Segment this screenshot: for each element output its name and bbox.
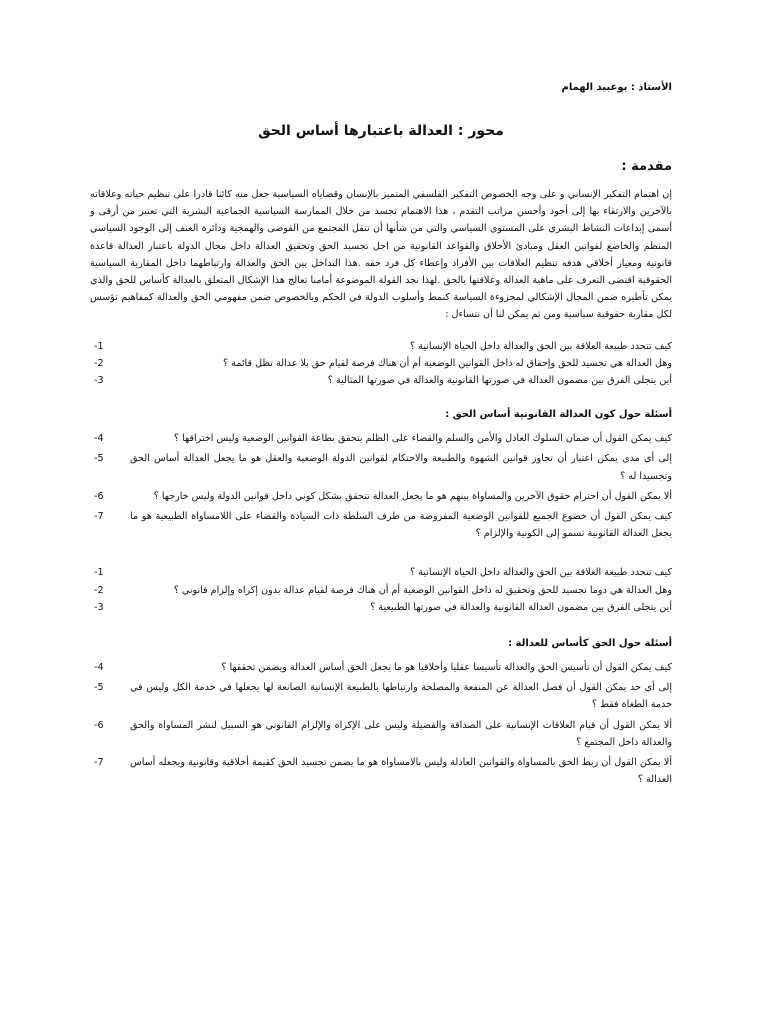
question-number: -3: [94, 375, 104, 387]
question-number: -6: [94, 719, 104, 731]
question-number: -1: [94, 567, 104, 579]
intro-questions-list: [90, 338, 672, 390]
intro-paragraph: إن اهتمام التفكير الإنساني و على وجه الخصوص التفكير الفلسفي المتميز بالإنسان وقضاياه السياسية جعل منه كائنا قادرا على تنظيم حياته وعلاقاته بالآخرين والارتقاء بها إلى أجود وأحسن مراتب التقدم ، هذا الاهتمام تجسد من خلال الممارسة السياسية الجماعية البشرية التي تعتبر من أرقى و أسمى إبداعات النشاط البشري على المستوى السياسي والتي من شأنها أن تنقل المجتمع من الفوضى والهمجية ودائرة العنف إلى الوجود السياسي المنظم والخاضع لقوانين العقل ومبادئ الأخلاق والقواعد القانونية من اجل تجسيد الحق وتحقيق العدالة داخل مجال الدولة باعتبار العدالة قاعدة قانونية ومعيار أخلاقي هدفه تنظيم العلاقات بين الأفراد وإعطاء كل فرد حقه .هذا التداخل بين الحق والعدالة وارتباطهما داخل المقاربة السياسية الحقوقية اقتضى التعرف على ماهية العدالة وعلاقتها بالحق .لهذا نجد القولة الموضوعة أمامنا تعالج هذا الإشكال المتعلق بالعدالة كأساس للحق والذي يمكن تأطيره ضمن المجال الإشكالي لمجزوءة السياسة كنمط وأسلوب الدولة في الحكم وبالخصوص ضمن مفهومي الحق والعدالة كمفاهيم تؤسس لكل مقاربة حقوقية سياسية ومن ثم يمكن لنا أن نتساءل :: [90, 189, 672, 321]
list-item: [90, 488, 672, 505]
question-text: وهل العدالة هي تجسيد للحق وإحقاق له داخل القوانين الوضعية أم أن هناك فرصة لقيام حق بلا عدالة تظل قائمة ؟: [223, 357, 672, 369]
question-number: -5: [94, 682, 104, 694]
list-item: [90, 372, 672, 389]
intro-heading: مقدمة :: [621, 159, 672, 174]
question-number: -4: [94, 662, 104, 674]
question-text: كيف يمكن القول أن تأسيس الحق والعدالة تأسيسا عقليا وأخلاقيا هو ما يجعل الحق أساس العدالة ويضمن تحققها ؟: [221, 662, 672, 674]
list-item: [90, 599, 672, 616]
author-line: الأستاذ : بوعبيد الهمام: [561, 82, 672, 93]
list-item: [90, 430, 672, 447]
list-item: [90, 450, 672, 484]
list-item: [90, 508, 672, 542]
question-text: كيف تتحدد طبيعة العلاقة بين الحق والعدالة داخل الحياة الإنسانية ؟: [410, 340, 672, 352]
list-item: [90, 679, 672, 713]
question-number: -1: [94, 340, 104, 352]
question-text: ألا يمكن القول أن ربط الحق بالمساواة والقوانين العادلة وليس بالامساواة هو ما يضمن تجسيد الحق كقيمة أخلاقية وقانونية ويجعله أساس العدالة ؟: [130, 757, 672, 786]
question-number: -2: [94, 584, 104, 596]
question-text: كيف تتحدد طبيعة العلاقة بين الحق والعدالة داخل الحياة الإنسانية ؟: [410, 567, 672, 579]
section-heading-legal-justice: أسئلة حول كون العدالة القانونية أساس الحق :: [445, 409, 672, 421]
list-item: [90, 717, 672, 751]
question-number: -6: [94, 490, 104, 502]
page-title: محور : العدالة باعتبارها أساس الحق: [258, 123, 504, 139]
question-text: كيف يمكن القول أن ضمان السلوك العادل والأمن والسلم والقضاء على الظلم يتحقق بطاعة القوانين الوضعية وليس اختراقها ؟: [173, 433, 672, 445]
section-heading-right-basis: أسئلة حول الحق كأساس للعدالة :: [508, 638, 672, 650]
section2-questions-list: [90, 659, 672, 788]
question-text: وهل العدالة هي دوما تجسيد للحق وتحقيق له داخل القوانين الوضعية أم أن هناك فرصة لقيام عدالة بدون إكراه وإلزام قانوني ؟: [173, 584, 672, 596]
question-number: -7: [94, 757, 104, 769]
question-text: ألا يمكن القول أن احترام حقوق الآخرين والمساواة بينهم هو ما يجعل العدالة تتحقق بشكل كوني داخل قوانين الدولة وليس خارجها ؟: [153, 490, 672, 502]
question-text: ألا يمكن القول أن قيام العلاقات الإنسانية على الصداقة والفضيلة وليس على الإكراه والإلزام القانوني هو السبيل لنشر المساواة والحق والعدالة داخل المجتمع ؟: [130, 719, 672, 748]
repeat-questions-list: [90, 564, 672, 616]
list-item: [90, 355, 672, 372]
question-number: -4: [94, 433, 104, 445]
question-text: كيف يمكن القول أن خضوع الجميع للقوانين الوضعية المفروضة من طرف السلطة ذات السيادة والقضاء على اللامساواة الطبيعية هو ما يجعل العدالة القانونية تسمو إلى الكونية والإلزام ؟: [130, 511, 672, 540]
list-item: [90, 659, 672, 676]
question-number: -2: [94, 357, 104, 369]
list-item: [90, 754, 672, 788]
question-number: -5: [94, 453, 104, 465]
section1-questions-list: [90, 430, 672, 542]
question-text: أين يتجلى الفرق بين مضمون العدالة في صورتها القانونية والعدالة في صورتها المثالية ؟: [327, 375, 672, 387]
question-text: أين يتجلى الفرق بين مضمون العدالة القانونية والعدالة في صورتها الطبيعية ؟: [370, 601, 672, 613]
question-text: إلى أي مدى يمكن اعتبار أن تجاوز قوانين الشهوة والطبيعة والاحتكام لقوانين الدولة الوضعية والعقل هو ما يجعل العدالة أساس الحق وتجسيدا له ؟: [130, 453, 672, 482]
list-item: [90, 564, 672, 581]
question-number: -3: [94, 601, 104, 613]
question-text: إلى أي حد يمكن القول أن فصل العدالة عن المنفعة والمصلحة وارتباطها بالطبيعة الإنسانية الصانعة لها يجعلها في خدمة الكل وليس في خدمة الطغاة فقط ؟: [130, 682, 672, 711]
question-number: -7: [94, 511, 104, 523]
list-item: [90, 338, 672, 355]
list-item: [90, 582, 672, 599]
